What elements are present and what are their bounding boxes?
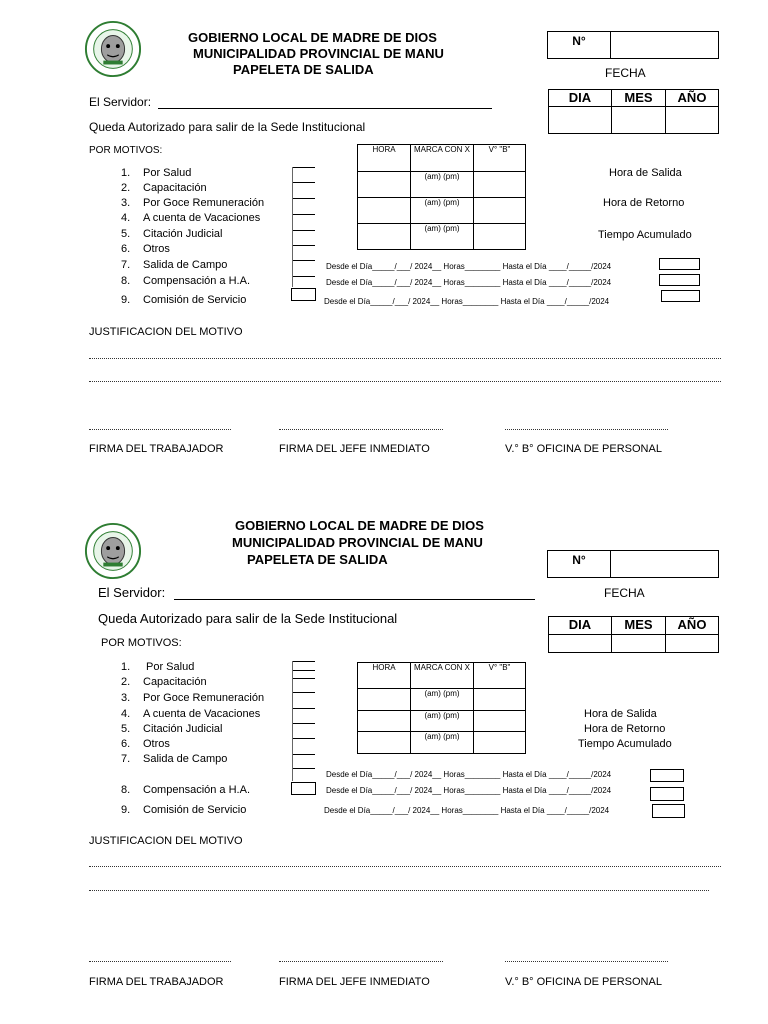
range-box-8[interactable] [650, 787, 684, 801]
checkbox-3[interactable] [293, 692, 315, 693]
date-dia-field[interactable] [549, 635, 612, 653]
date-header-anio: AÑO [666, 617, 719, 635]
ampm-acumulado[interactable]: (am) (pm) [411, 732, 474, 754]
list-item: 9. Comisión de Servicio [121, 294, 247, 306]
time-header-hora: HORA [358, 145, 411, 172]
range-line-9[interactable]: Desde el Día_____/___/ 2024__ Horas________ Hasta el Día ____/_____/2024 [324, 297, 610, 306]
time-table [357, 662, 526, 754]
justificacion-label: JUSTIFICACION DEL MOTIVO [89, 326, 243, 338]
list-item: 2. Capacitación [121, 676, 207, 688]
ampm-salida[interactable]: (am) (pm) [411, 689, 474, 711]
fecha-label: FECHA [604, 586, 645, 600]
header-line-1: GOBIERNO LOCAL DE MADRE DE DIOS [235, 518, 484, 533]
motivos-label: POR MOTIVOS: [89, 145, 163, 156]
checkbox-1[interactable] [293, 661, 315, 662]
list-item: 3. Por Goce Remuneración [121, 692, 265, 704]
date-header-mes: MES [612, 617, 666, 635]
time-header-marca: MARCA CON X [411, 145, 474, 172]
servidor-field[interactable] [174, 599, 535, 600]
time-header-vb: V° "B" [474, 663, 526, 689]
municipal-seal-icon [84, 522, 142, 580]
list-item: 3. Por Goce Remuneración [121, 197, 265, 209]
header-line-3: PAPELETA DE SALIDA [247, 552, 388, 567]
list-item: 1. Por Salud [121, 661, 195, 673]
tiempo-acumulado-label: Tiempo Acumulado [598, 229, 692, 241]
list-item: 7. Salida de Campo [121, 259, 228, 271]
date-header-mes: MES [612, 90, 666, 107]
motivos-label: POR MOTIVOS: [101, 637, 182, 649]
list-item: 9. Comisión de Servicio [121, 804, 247, 816]
list-item: 5. Citación Judicial [121, 723, 223, 735]
header-line-3: PAPELETA DE SALIDA [233, 62, 374, 77]
justificacion-label: JUSTIFICACION DEL MOTIVO [89, 835, 243, 847]
time-header-marca: MARCA CON X [411, 663, 474, 689]
list-item: 6. Otros [121, 738, 170, 750]
time-header-vb: V° "B" [474, 145, 526, 172]
hora-retorno-label: Hora de Retorno [584, 723, 666, 735]
number-label: N° [548, 551, 611, 578]
checkbox-6[interactable] [293, 738, 315, 739]
ampm-retorno[interactable]: (am) (pm) [411, 710, 474, 732]
date-header-anio: AÑO [666, 90, 719, 107]
firma-trabajador-label: FIRMA DEL TRABAJADOR [89, 443, 224, 455]
header-line-2: MUNICIPALIDAD PROVINCIAL DE MANU [232, 535, 483, 550]
range-box-9[interactable] [652, 804, 685, 818]
date-header-dia: DIA [549, 90, 612, 107]
date-header-dia: DIA [549, 617, 612, 635]
list-item: 6. Otros [121, 243, 170, 255]
firma-trabajador-line[interactable] [89, 961, 231, 962]
list-item: 8. Compensación a H.A. [121, 275, 250, 287]
vb-retorno-field[interactable] [474, 710, 526, 732]
hora-retorno-label: Hora de Retorno [603, 197, 685, 209]
number-field[interactable] [611, 551, 719, 578]
list-item: 4. A cuenta de Vacaciones [121, 212, 261, 224]
checkbox-7[interactable] [293, 754, 315, 755]
vb-personal-label: V.° B° OFICINA DE PERSONAL [505, 443, 662, 455]
header-line-1: GOBIERNO LOCAL DE MADRE DE DIOS [188, 30, 437, 45]
autorizado-text: Queda Autorizado para salir de la Sede Institucional [98, 611, 398, 626]
range-line-7[interactable]: Desde el Día_____/___/ 2024__ Horas________ Hasta el Día ____/_____/2024 [326, 262, 612, 271]
vb-personal-line[interactable] [505, 961, 668, 962]
servidor-label: El Servidor: [89, 95, 152, 109]
header-line-2: MUNICIPALIDAD PROVINCIAL DE MANU [193, 46, 444, 61]
justificacion-line-1[interactable] [89, 866, 721, 867]
justificacion-line-2[interactable] [89, 890, 709, 891]
firma-jefe-label: FIRMA DEL JEFE INMEDIATO [279, 443, 430, 455]
list-item: 8. Compensación a H.A. [121, 784, 250, 796]
servidor-label: El Servidor: [98, 585, 166, 600]
checkbox-column-rule [292, 661, 293, 781]
ampm-retorno[interactable]: (am) (pm) [411, 198, 474, 224]
firma-jefe-label: FIRMA DEL JEFE INMEDIATO [279, 976, 430, 988]
number-label: N° [548, 32, 611, 59]
checkbox-8[interactable] [291, 782, 316, 795]
list-item: 4. A cuenta de Vacaciones [121, 708, 261, 720]
time-header-hora: HORA [358, 663, 411, 689]
checkbox-4[interactable] [293, 708, 315, 709]
tiempo-acumulado-label: Tiempo Acumulado [578, 738, 672, 750]
vb-personal-label: V.° B° OFICINA DE PERSONAL [505, 976, 662, 988]
list-item: 5. Citación Judicial [121, 228, 223, 240]
range-line-7[interactable]: Desde el Día_____/___/ 2024__ Horas________ Hasta el Día ____/_____/2024 [326, 770, 612, 779]
checkbox-5[interactable] [293, 723, 315, 724]
range-box-7[interactable] [650, 769, 684, 782]
fecha-label: FECHA [605, 66, 646, 80]
ampm-salida[interactable]: (am) (pm) [411, 172, 474, 198]
firma-trabajador-label: FIRMA DEL TRABAJADOR [89, 976, 224, 988]
hora-retorno-field[interactable] [358, 710, 411, 732]
list-item: 7. Salida de Campo [121, 753, 228, 765]
ampm-acumulado[interactable]: (am) (pm) [411, 224, 474, 250]
checkbox-7b[interactable] [293, 768, 315, 769]
autorizado-text: Queda Autorizado para salir de la Sede Institucional [89, 120, 366, 134]
hora-salida-field[interactable] [358, 689, 411, 711]
range-line-8[interactable]: Desde el Día_____/___/ 2024__ Horas________ Hasta el Día ____/_____/2024 [326, 278, 612, 287]
date-mes-field[interactable] [612, 635, 666, 653]
hora-salida-label: Hora de Salida [584, 708, 657, 720]
vb-salida-field[interactable] [474, 689, 526, 711]
hora-acumulado-field[interactable] [358, 732, 411, 754]
checkbox-1b[interactable] [293, 670, 315, 671]
firma-jefe-line[interactable] [279, 961, 443, 962]
date-table [548, 616, 719, 653]
vb-acumulado-field[interactable] [474, 732, 526, 754]
checkbox-2[interactable] [293, 678, 315, 679]
list-item: 2. Capacitación [121, 182, 207, 194]
number-box [547, 550, 719, 578]
range-line-9[interactable]: Desde el Día_____/___/ 2024__ Horas________ Hasta el Día ____/_____/2024 [324, 806, 610, 815]
list-item: 1. Por Salud [121, 167, 192, 179]
date-anio-field[interactable] [666, 635, 719, 653]
hora-salida-label: Hora de Salida [609, 167, 682, 179]
range-line-8[interactable]: Desde el Día_____/___/ 2024__ Horas________ Hasta el Día ____/_____/2024 [326, 786, 612, 795]
